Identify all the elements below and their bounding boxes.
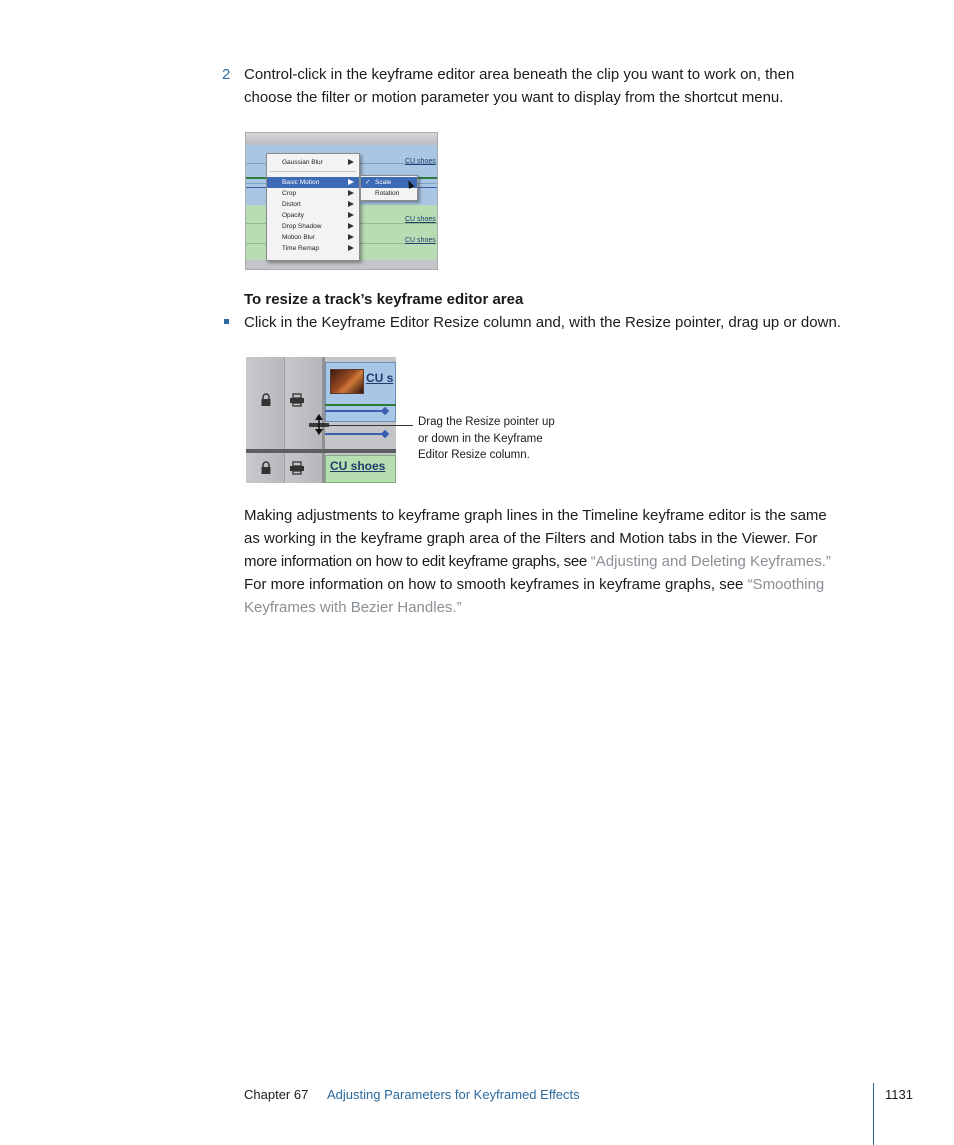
- keyframe-graph-line: [325, 410, 385, 412]
- submenu-arrow-icon: [348, 159, 354, 165]
- clip-label: CU s: [366, 371, 394, 385]
- footer-divider: [873, 1083, 874, 1145]
- menu-item-distort[interactable]: Distort: [267, 199, 359, 210]
- clip-thumbnail: [330, 369, 364, 394]
- submenu-item-rotation[interactable]: Rotation: [375, 190, 400, 197]
- step-text-line-1: Control-click in the keyframe editor area beneath the clip you want to work on, then: [244, 66, 795, 83]
- paragraph-line: Making adjustments to keyframe graph lines in the Timeline keyframe editor is the same: [244, 507, 827, 524]
- step-text-line-2: choose the filter or motion parameter you want to display from the shortcut menu.: [244, 89, 784, 106]
- body-paragraph: [244, 504, 884, 619]
- paragraph-line: For more information on how to smooth keyframes in keyframe graphs, see “Smoothing: [244, 576, 825, 593]
- link-smoothing-keyframes[interactable]: “Smoothing: [747, 576, 825, 593]
- clip-label: CU shoes: [405, 237, 436, 244]
- resize-pointer-icon: [308, 413, 330, 435]
- auto-select-icon[interactable]: [289, 393, 305, 407]
- link-smoothing-keyframes-cont[interactable]: Keyframes with Bezier Handles.”: [244, 599, 462, 616]
- menu-item-basic-motion[interactable]: Basic Motion: [267, 177, 359, 188]
- link-adjusting-deleting-keyframes[interactable]: “Adjusting and Deleting Keyframes.”: [590, 553, 831, 570]
- menu-item-opacity[interactable]: Opacity: [267, 210, 359, 221]
- submenu-arrow-icon: [348, 234, 354, 240]
- auto-select-icon[interactable]: [289, 461, 305, 475]
- menu-item-crop[interactable]: Crop: [267, 188, 359, 199]
- keyframe-graph-line: [325, 433, 385, 435]
- clip-label: CU shoes: [330, 459, 386, 473]
- lock-icon[interactable]: [260, 461, 272, 475]
- timeline-ruler: [246, 133, 438, 145]
- bullet-text: Click in the Keyframe Editor Resize column and, with the Resize pointer, drag up or down.: [244, 314, 841, 331]
- shortcut-menu: [266, 153, 360, 261]
- resize-column-figure: [246, 357, 396, 483]
- paragraph-line: [244, 596, 884, 619]
- callout-leader-line: [324, 425, 413, 426]
- submenu-arrow-icon: [348, 201, 354, 207]
- paragraph-line: more information on how to edit keyframe graphs, see “Adjusting and Deleting Keyframes.”: [244, 553, 831, 570]
- submenu-arrow-icon: [348, 179, 354, 185]
- bullet-icon: [224, 319, 229, 324]
- footer-chapter: Chapter 67: [244, 1087, 309, 1102]
- figure-callout: Drag the Resize pointer up or down in the Keyframe Editor Resize column.: [418, 416, 555, 461]
- track-divider: [246, 449, 396, 453]
- clip-label: CU shoes: [405, 158, 436, 165]
- submenu-arrow-icon: [348, 212, 354, 218]
- submenu-arrow-icon: [348, 223, 354, 229]
- footer-chapter-title[interactable]: Adjusting Parameters for Keyframed Effects: [327, 1087, 580, 1102]
- menu-item-time-remap[interactable]: Time Remap: [267, 243, 359, 254]
- step-number: 2: [222, 66, 231, 83]
- lock-icon[interactable]: [260, 393, 272, 407]
- checkmark-icon: ✓: [365, 179, 371, 186]
- timeline-context-menu-figure: [245, 132, 438, 270]
- timeline-scroll-area: [246, 260, 438, 270]
- menu-item-drop-shadow[interactable]: Drop Shadow: [267, 221, 359, 232]
- paragraph-line: as working in the keyframe graph area of the Filters and Motion tabs in the Viewer. For: [244, 530, 818, 547]
- page-number: 1131: [885, 1087, 913, 1102]
- submenu-arrow-icon: [348, 245, 354, 251]
- menu-item-gaussian-blur[interactable]: Gaussian Blur: [267, 157, 359, 168]
- task-heading: To resize a track’s keyframe editor area: [244, 291, 524, 308]
- clip-label: CU shoes: [405, 216, 436, 223]
- keyframe-icon: [381, 430, 389, 438]
- submenu-item-scale[interactable]: ✓ Scale: [361, 177, 417, 188]
- menu-item-motion-blur[interactable]: Motion Blur: [267, 232, 359, 243]
- keyframe-graph-line: [325, 404, 396, 406]
- submenu-arrow-icon: [348, 190, 354, 196]
